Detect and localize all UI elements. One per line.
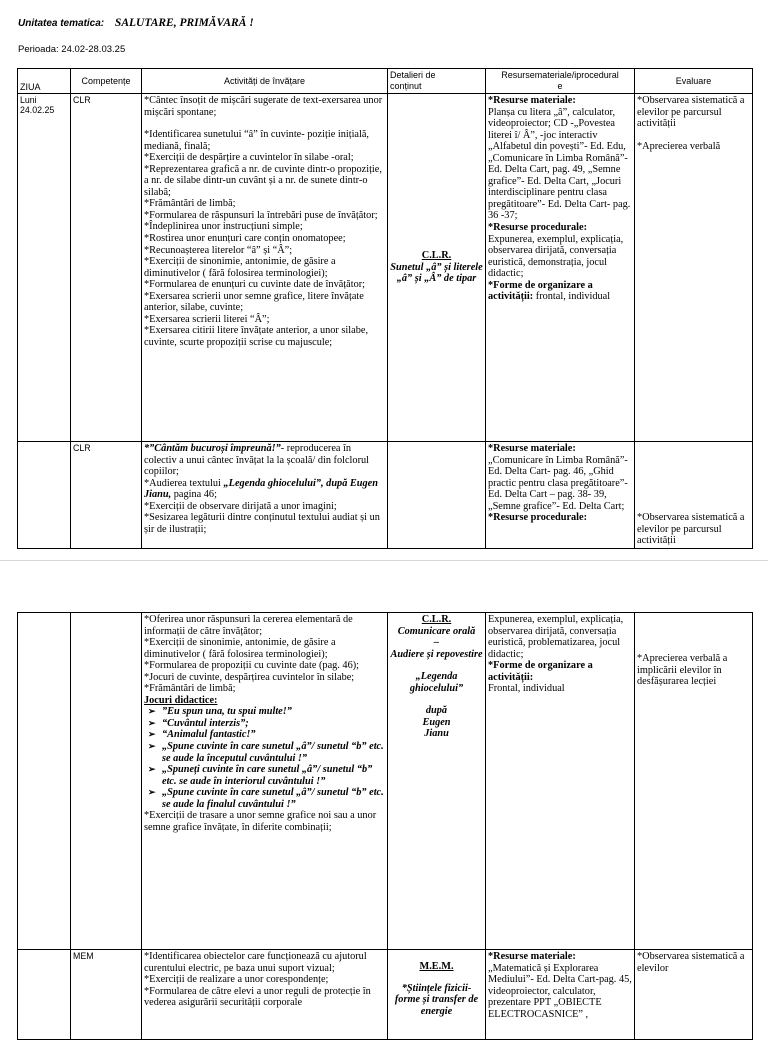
resources-cell bbox=[486, 950, 635, 1040]
list-item bbox=[148, 706, 385, 718]
organisation-label: *Forme de organizare a activității: bbox=[488, 660, 593, 683]
activities-cell bbox=[142, 94, 388, 442]
detail-cell bbox=[388, 94, 486, 442]
activity-item: *Exersarea scrierii literei “Â”; bbox=[144, 313, 270, 325]
day-cell: Luni 24.02.25 bbox=[18, 94, 71, 442]
lesson-plan-table-continued bbox=[17, 612, 753, 1040]
competence-cell bbox=[71, 613, 142, 950]
activity-item: *Oferirea unor răspunsuri la cererea elementară de informații de către învățător; bbox=[144, 614, 353, 637]
resources-cell bbox=[486, 442, 635, 549]
detail-line: „Legenda ghiocelului” bbox=[409, 671, 464, 694]
evaluation-cell bbox=[635, 94, 753, 442]
col-competente: Competențe bbox=[71, 69, 142, 94]
arrow-bullet-icon: ➢ bbox=[148, 741, 156, 752]
page-2 bbox=[0, 560, 768, 1025]
resources-materials-text: Planșa cu litera „â”, calculator, videoproiector; CD -„Povestea literei î/ Â”, -joc interactiv „Alfabetul din povești”- Ed. Edu, „Comunicare în Limba Română”- Ed. Delta Cart, pag. 49, „Semne grafice”- Ed. Delta Cart, „Jocuri interdisciplinare pentru clasa pregătitoare”- Ed. Delta Cart- pag. 36 -37; bbox=[488, 106, 631, 222]
evaluation-item: *Observarea sistematică a elevilor pe parcursul activității bbox=[637, 95, 745, 130]
lesson-plan-table bbox=[17, 68, 753, 549]
activity-item: *Formularea de răspunsuri la întrebări puse de învățător; bbox=[144, 209, 378, 221]
col-detalieri-line2: conținut bbox=[390, 81, 422, 91]
resources-procedural-label: *Resurse procedurale: bbox=[488, 512, 588, 524]
activity-listen-title: „Legenda ghiocelului”, după Eugen Jianu, bbox=[144, 477, 378, 501]
resources-materials-label: *Resurse materiale: bbox=[488, 95, 576, 106]
activities-cell bbox=[142, 613, 388, 950]
arrow-bullet-icon: ➢ bbox=[148, 764, 156, 775]
detail-line: după bbox=[425, 705, 448, 717]
evaluation-item: *Aprecierea verbală bbox=[637, 140, 721, 152]
activity-item: *Rostirea unor enunțuri care conțin onomatopee; bbox=[144, 233, 346, 245]
resources-cell bbox=[486, 613, 635, 950]
col-detalieri-line1: Detalieri de bbox=[390, 70, 436, 80]
activity-item: *Identificarea sunetului “â” în cuvinte- poziție inițială, mediană, finală; bbox=[144, 129, 370, 152]
col-detalieri bbox=[388, 69, 486, 94]
activity-item: *Exerciții de trasare a unor semne grafice noi sau a unor semne grafice învățate, în diferite combinații; bbox=[144, 810, 377, 833]
day-cell bbox=[18, 950, 71, 1040]
day-cell bbox=[18, 613, 71, 950]
detail-title: M.E.M. bbox=[419, 961, 454, 972]
activity-song-text: - reproducerea în colectiv a unui cântec învățat la la școală/ din folclorul copiilor; bbox=[144, 443, 370, 478]
detail-cell bbox=[388, 442, 486, 549]
list-item bbox=[148, 741, 385, 764]
activity-item: *Exerciții de realizare a unor corespondențe; bbox=[144, 974, 329, 986]
evaluation-item: *Observarea sistematică a elevilor pe parcursul activității bbox=[637, 512, 745, 547]
activity-item: *Cântec însoțit de mișcări sugerate de text-exersarea unor mișcări spontane; bbox=[144, 95, 383, 118]
list-item bbox=[148, 729, 385, 741]
resources-materials-label: *Resurse materiale: bbox=[488, 951, 576, 962]
activity-listen-start: *Audierea textului bbox=[144, 477, 224, 489]
day-cell bbox=[18, 442, 71, 549]
competence-cell: CLR bbox=[71, 442, 142, 549]
activity-item: *Exerciții de sinonimie, antonimie, de găsire a diminutivelor ( fără folosirea terminologiei); bbox=[144, 637, 336, 660]
activity-item: *Exerciții de sinonimie, antonimie, de găsire a diminutivelor ( fără folosirea terminologiei); bbox=[144, 256, 336, 279]
activity-item: *Formularea de enunțuri cu cuvinte date de învățător; bbox=[144, 279, 366, 291]
col-ziua: ZIUA bbox=[18, 69, 71, 94]
table-row bbox=[18, 94, 753, 442]
competence-cell: MEM bbox=[71, 950, 142, 1040]
organisation-text: frontal, individual bbox=[535, 291, 611, 303]
evaluation-item: *Aprecierea verbală a implicării elevilor în desfășurarea lecției bbox=[637, 653, 728, 688]
resources-procedural-text: Expunerea, exemplul, explicația, observarea dirijată, conversația euristică, problematizarea, jocul didactic; bbox=[488, 614, 624, 660]
resources-cell bbox=[486, 94, 635, 442]
list-item bbox=[148, 717, 385, 730]
detail-line: Comunicare orală bbox=[397, 625, 476, 637]
activity-item: *Îndeplinirea unor instrucțiuni simple; bbox=[144, 221, 303, 233]
resources-procedural-label: *Resurse procedurale: bbox=[488, 222, 588, 234]
activity-item: *Jocuri de cuvinte, despărțirea cuvintelor în silabe; bbox=[144, 671, 355, 683]
activity-item: *Exerciții de observare dirijată a unor imagini; bbox=[144, 500, 337, 512]
game-name: „Spune cuvinte în care sunetul „â”/ sunetul “b” etc. se aude la începutul cuvântului !” bbox=[162, 741, 384, 764]
activity-listen-end: pagina 46; bbox=[171, 489, 217, 501]
col-resurse-line2: e bbox=[557, 81, 563, 91]
table-row bbox=[18, 442, 753, 549]
activity-item: *Formularea de propoziții cu cuvinte date (pag. 46); bbox=[144, 660, 360, 672]
arrow-bullet-icon: ➢ bbox=[148, 729, 156, 740]
col-evaluare: Evaluare bbox=[635, 69, 753, 94]
activity-song-title: *”Cântăm bucuroși împreună!” bbox=[144, 443, 281, 454]
resources-materials-label: *Resurse materiale: bbox=[488, 443, 576, 454]
game-name: “Animalul fantastic!” bbox=[162, 729, 256, 741]
period: Perioada: 24.02-28.03.25 bbox=[18, 44, 126, 55]
list-item bbox=[148, 764, 385, 787]
activity-item: *Frământări de limbă; bbox=[144, 198, 236, 210]
resources-materials-text: „Matematică și Explorarea Mediului”- Ed. Delta Cart-pag. 45, videoproiector, calculator, prezentare PPT „OBIECTE ELECTROCASNICE” , bbox=[488, 962, 632, 1020]
table-row bbox=[18, 613, 753, 950]
resources-materials-text: „Comunicare în Limba Română”- Ed. Delta Cart- pag. 46, „Ghid practic pentru clasa pregătitoare”- Ed. Delta Cart – pag. 38- 39, „Semne grafice”- Ed. Delta Cart; bbox=[488, 454, 628, 512]
detail-line: Jianu bbox=[424, 728, 449, 740]
table-row bbox=[18, 950, 753, 1040]
games-list bbox=[144, 706, 385, 810]
table-header-row bbox=[18, 69, 753, 94]
game-name: “Cuvântul interzis”; bbox=[162, 717, 249, 729]
activity-item: *Exerciții de despărțire a cuvintelor în silabe -oral; bbox=[144, 152, 354, 164]
arrow-bullet-icon: ➢ bbox=[148, 787, 156, 798]
organisation-label: *Forme de organizare a activității: bbox=[488, 279, 593, 303]
activity-item: *Exersarea citirii litere învățate anterior, a unor silabe, cuvinte, scurte propoziții scrise cu majuscule; bbox=[144, 325, 369, 348]
list-item bbox=[148, 787, 385, 810]
activities-cell bbox=[142, 442, 388, 549]
competence-cell: CLR bbox=[71, 94, 142, 442]
col-resurse-line1: Resursemateriale/iprocedural bbox=[501, 70, 619, 80]
activities-cell bbox=[142, 950, 388, 1040]
activity-item: *Frământări de limbă; bbox=[144, 683, 236, 695]
detail-text: *Științele fizicii-forme și transfer de energie bbox=[394, 982, 479, 1017]
arrow-bullet-icon: ➢ bbox=[148, 706, 156, 717]
theme-label: Unitatea tematica: bbox=[18, 18, 105, 29]
detail-cell bbox=[388, 950, 486, 1040]
evaluation-cell bbox=[635, 442, 753, 549]
game-name: ”Eu spun una, tu spui multe!” bbox=[162, 706, 292, 718]
theme-line bbox=[18, 17, 254, 29]
game-name: „Spuneți cuvinte în care sunetul „â”/ sunetul “b” etc. se aude în interiorul cuvântului !” bbox=[162, 764, 373, 787]
theme-value: SALUTARE, PRIMĂVARĂ ! bbox=[114, 17, 254, 29]
games-title: Jocuri didactice: bbox=[144, 694, 218, 706]
detail-text: Sunetul „â” și literele „â” și „Â” de tipar bbox=[390, 261, 483, 285]
detail-cell bbox=[388, 613, 486, 950]
evaluation-cell bbox=[635, 613, 753, 950]
activity-item: *Formularea de către elevi a unor reguli de protecție în vederea asigurării securității corporale bbox=[144, 985, 371, 1009]
activity-item: *Reprezentarea grafică a nr. de cuvinte dintr-o propoziție, a nr. de silabe dintr-un cuvânt și a nr. de sunete dintr-o silabă; bbox=[144, 163, 382, 198]
activity-item: *Sesizarea legăturii dintre conținutul textului audiat și un șir de ilustrații; bbox=[144, 512, 380, 535]
arrow-bullet-icon: ➢ bbox=[148, 717, 156, 728]
detail-line: Eugen bbox=[422, 716, 451, 728]
detail-line: Audiere și repovestire bbox=[390, 648, 483, 660]
resources-procedural-text: Expunerea, exemplul, explicația, observarea dirijată, conversația euristică, demonstrația, jocul didactic; bbox=[488, 233, 624, 280]
col-resurse bbox=[486, 69, 635, 94]
game-name: „Spune cuvinte în care sunetul „â”/ sunetul “b” etc. se aude la finalul cuvântului !” bbox=[162, 787, 384, 810]
organisation-text: Frontal, individual bbox=[488, 683, 565, 695]
detail-line: – bbox=[433, 637, 440, 649]
evaluation-cell bbox=[635, 950, 753, 1040]
col-activitati: Activități de învățare bbox=[142, 69, 388, 94]
evaluation-item: *Observarea sistematică a elevilor bbox=[637, 951, 745, 974]
detail-title: C.L.R. bbox=[421, 614, 452, 625]
activity-item: *Exersarea scrierii unor semne grafice, litere învățate anterior, silabe, cuvinte; bbox=[144, 290, 364, 314]
detail-title: C.L.R. bbox=[421, 250, 452, 262]
activity-item: *Recunoașterea literelor “â” și “Â”; bbox=[144, 244, 293, 256]
activity-item: *Identificarea obiectelor care funcționează cu ajutorul curentului electric, pe baza unui suport vizual; bbox=[144, 951, 367, 974]
